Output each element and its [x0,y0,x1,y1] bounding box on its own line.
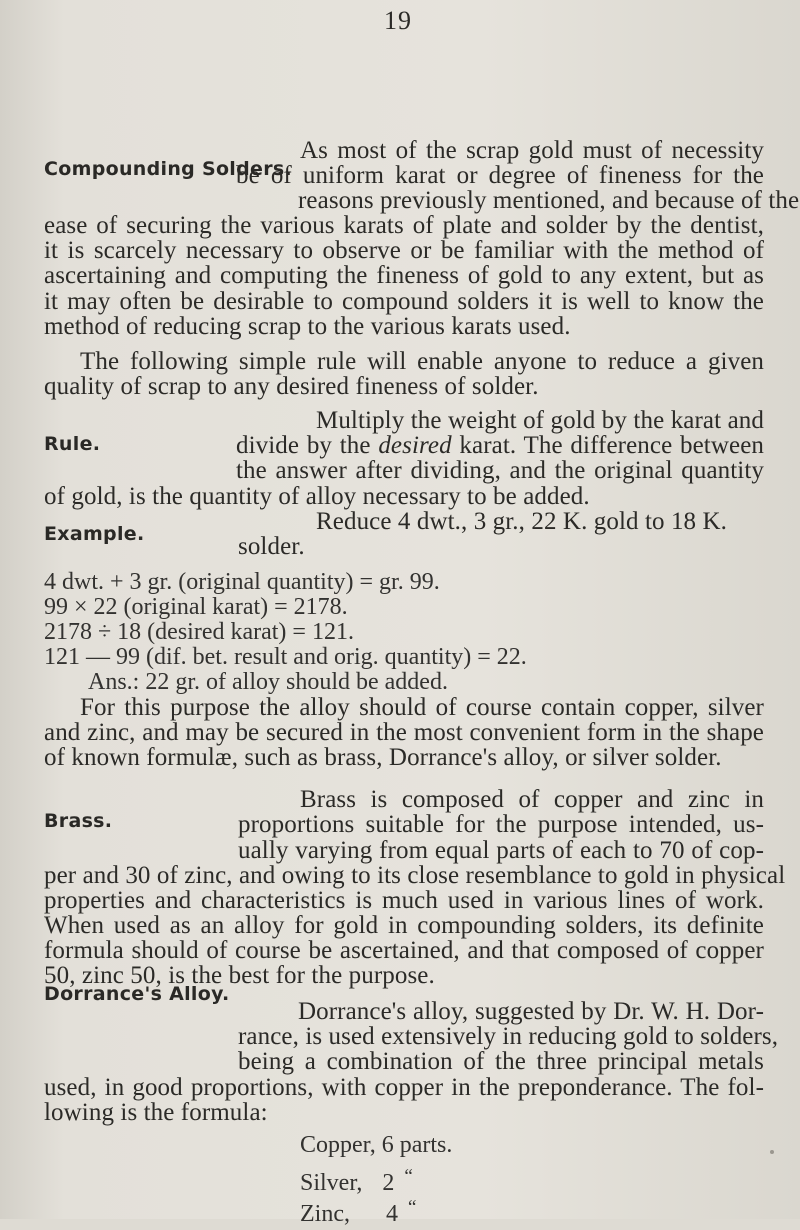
metal-name: Silver, [300,1170,369,1196]
text-line: method of reducing scrap to the various karats used. [44,312,571,340]
text-line: As most of the scrap gold must of necessity [300,136,764,164]
ditto-mark: “ [404,1166,413,1187]
formula-line: 121 — 99 (dif. bet. result and orig. quantity) = 22. [44,643,527,670]
sidehead-example: Example. [44,523,145,546]
text-line: ually varying from equal parts of each to 70 of cop- [238,836,764,864]
formula-line: 4 dwt. + 3 gr. (original quantity) = gr. 99. [44,568,440,595]
text-line: proportions suitable for the purpose intended, us- [238,811,764,839]
sidehead-rule: Rule. [44,433,101,456]
text-line: formula should of course be ascertained, and that composed of copper [44,936,764,964]
text-line: ascertaining and computing the fineness of gold to any extent, but as [44,262,764,290]
text-line: solder. [238,533,305,561]
text-line: of gold, is the quantity of alloy necessary to be added. [44,482,590,510]
emphasis-desired: desired [378,432,452,460]
text-line: it may often be desirable to compound solders it is well to know the [44,287,764,315]
formula-line: 99 × 22 (original karat) = 2178. [44,594,348,621]
text-line: of known formulæ, such as brass, Dorrance's alloy, or silver solder. [44,744,722,772]
metal-amount: 4 [385,1201,398,1227]
text-line: quality of scrap to any desired fineness of solder. [44,372,539,400]
text-line: being a combination of the three principal metals [238,1048,764,1076]
metal-amount: 6 parts. [381,1132,453,1158]
text-line: reasons previously mentioned, and because of the [298,187,800,215]
text-line: Brass is composed of copper and zinc in [300,786,764,814]
sidehead-compounding-solders: Compounding Solders. [44,158,292,181]
text-line: per and 30 of zinc, and owing to its close resemblance to gold in physical [44,861,786,889]
metal-amount: 2 [382,1170,395,1196]
formula-row-zinc [300,1192,416,1230]
formula-answer: Ans.: 22 gr. of alloy should be added. [88,669,448,696]
text-line: used, in good proportions, with copper in the preponderance. The fol- [44,1073,764,1101]
formula-row-copper [300,1130,452,1161]
text-line-rule-emphasis: divide by the desired karat. The difference between [236,432,764,460]
text-line: the answer after dividing, and the original quantity [236,457,764,485]
sidehead-dorrances-alloy: Dorrance's Alloy. [44,983,230,1006]
text-line: and zinc, and may be secured in the most convenient form in the shape [44,718,764,746]
text-line: For this purpose the alloy should of course contain copper, silver [80,693,764,721]
text-line: ease of securing the various karats of plate and solder by the dentist, [44,211,764,239]
text-line: it is scarcely necessary to observe or be familiar with the method of [44,237,764,265]
text-line: The following simple rule will enable anyone to reduce a given [80,347,764,375]
text-line: Multiply the weight of gold by the karat and [316,406,764,434]
text-line: 50, zinc 50, is the best for the purpose. [44,962,435,990]
sidehead-brass: Brass. [44,810,113,833]
text-line: Reduce 4 dwt., 3 gr., 22 K. gold to 18 K. [316,507,728,535]
text-line: rance, is used extensively in reducing gold to solders, [238,1022,779,1050]
metal-name: Zinc, [300,1201,356,1227]
text-line: properties and characteristics is much used in various lines of work. [44,887,764,915]
text-line: Dorrance's alloy, suggested by Dr. W. H. Dor- [298,997,764,1025]
ditto-mark: “ [407,1197,417,1218]
formula-line: 2178 ÷ 18 (desired karat) = 121. [44,618,354,645]
text-line: When used as an alloy for gold in compounding solders, its definite [44,911,764,939]
page-number: 19 [384,6,412,35]
page-blemish [770,1150,774,1154]
metal-name: Copper, [300,1132,376,1158]
text-line: lowing is the formula: [44,1098,268,1126]
text-line: be of uniform karat or degree of fineness for the [236,162,764,190]
